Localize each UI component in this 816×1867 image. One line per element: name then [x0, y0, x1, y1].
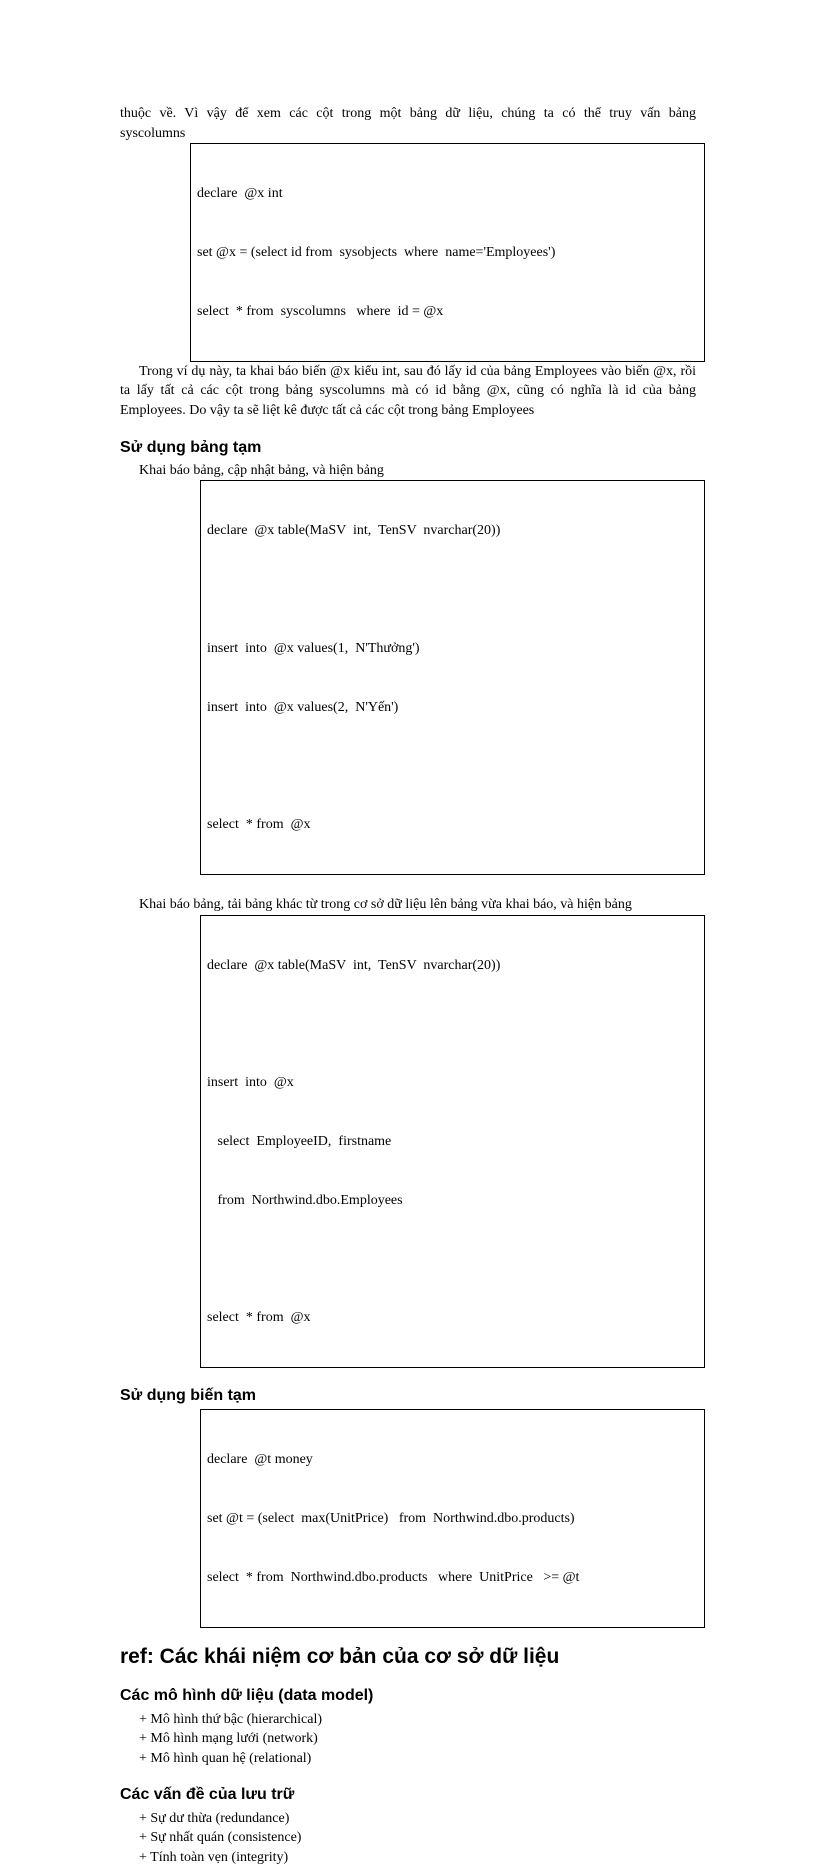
code-line: from Northwind.dbo.Employees [207, 1192, 403, 1208]
code-line: insert into @x [207, 1075, 294, 1091]
heading-temp-table: Sử dụng bảng tạm [120, 438, 262, 456]
code-line: select * from @x [207, 1310, 311, 1326]
document-page [120, 104, 696, 1867]
code-line [207, 580, 698, 600]
code-line [207, 756, 698, 776]
list-item: + Mô hình thứ bậc (hierarchical) [139, 1711, 323, 1727]
list-item: + Mô hình quan hệ (relational) [139, 1750, 312, 1766]
code-block-temp-var [200, 1409, 705, 1628]
code-line: select * from Northwind.dbo.products where UnitPrice >= @t [207, 1569, 580, 1585]
code-line: set @t = (select max(UnitPrice) from Northwind.dbo.products) [207, 1511, 575, 1527]
code-block-table-insert [200, 480, 705, 875]
code-line: select * from @x [207, 817, 311, 833]
list-item: + Sự dư thừa (redundance) [139, 1810, 290, 1826]
storage-issues-list [120, 1809, 696, 1867]
list-item: + Sự nhất quán (consistence) [139, 1830, 302, 1846]
heading-data-models: Các mô hình dữ liệu (data model) [120, 1686, 374, 1704]
heading-storage-issues: Các vấn đề của lưu trữ [120, 1785, 295, 1803]
code-block-syscolumns [190, 143, 705, 362]
temp-table-desc-1: Khai báo bảng, cập nhật bảng, và hiện bảng [139, 462, 384, 478]
code-line: declare @x table(MaSV int, TenSV nvarchar(20)) [207, 957, 501, 973]
list-item: + Tính toàn vẹn (integrity) [139, 1849, 289, 1865]
data-models-list [120, 1710, 696, 1769]
code-line: declare @t money [207, 1452, 313, 1468]
code-line: select EmployeeID, firstname [207, 1134, 392, 1150]
temp-table-desc-2: Khai báo bảng, tải bảng khác từ trong cơ sở dữ liệu lên bảng vừa khai báo, và hiện bảng [139, 896, 632, 912]
code-block-table-load [200, 915, 705, 1369]
heading-temp-var: Sử dụng biến tạm [120, 1387, 257, 1405]
intro-line-1: thuộc về. Vì vậy để xem các cột trong một bảng dữ liệu, chúng ta có thể truy vấn bảng [120, 106, 696, 121]
code-line: insert into @x values(1, N'Thưởng') [207, 640, 420, 656]
code-line: insert into @x values(2, N'Yến') [207, 699, 399, 715]
code-line: declare @x table(MaSV int, TenSV nvarchar(20)) [207, 523, 501, 539]
list-item: + Mô hình mạng lưới (network) [139, 1731, 318, 1747]
heading-ref: ref: Các khái niệm cơ bản của cơ sở dữ liệu [120, 1644, 560, 1668]
code-line [207, 1250, 698, 1270]
intro-line-2: syscolumns [120, 125, 186, 141]
explanation-paragraph: Trong ví dụ này, ta khai báo biến @x kiểu int, sau đó lấy id của bảng Employees vào biến @x, rồi ta lấy tất cả các cột trong bảng syscolumns mà có id bằng @x, cũng có nghĩa là id của bảng Employees. Do vậy ta sẽ liệt kê được tất cả các cột trong bảng Employees [120, 363, 696, 418]
code-line: declare @x int [197, 186, 283, 202]
code-line [207, 1015, 698, 1035]
code-line: set @x = (select id from sysobjects where name='Employees') [197, 245, 556, 261]
code-line: select * from syscolumns where id = @x [197, 303, 444, 319]
